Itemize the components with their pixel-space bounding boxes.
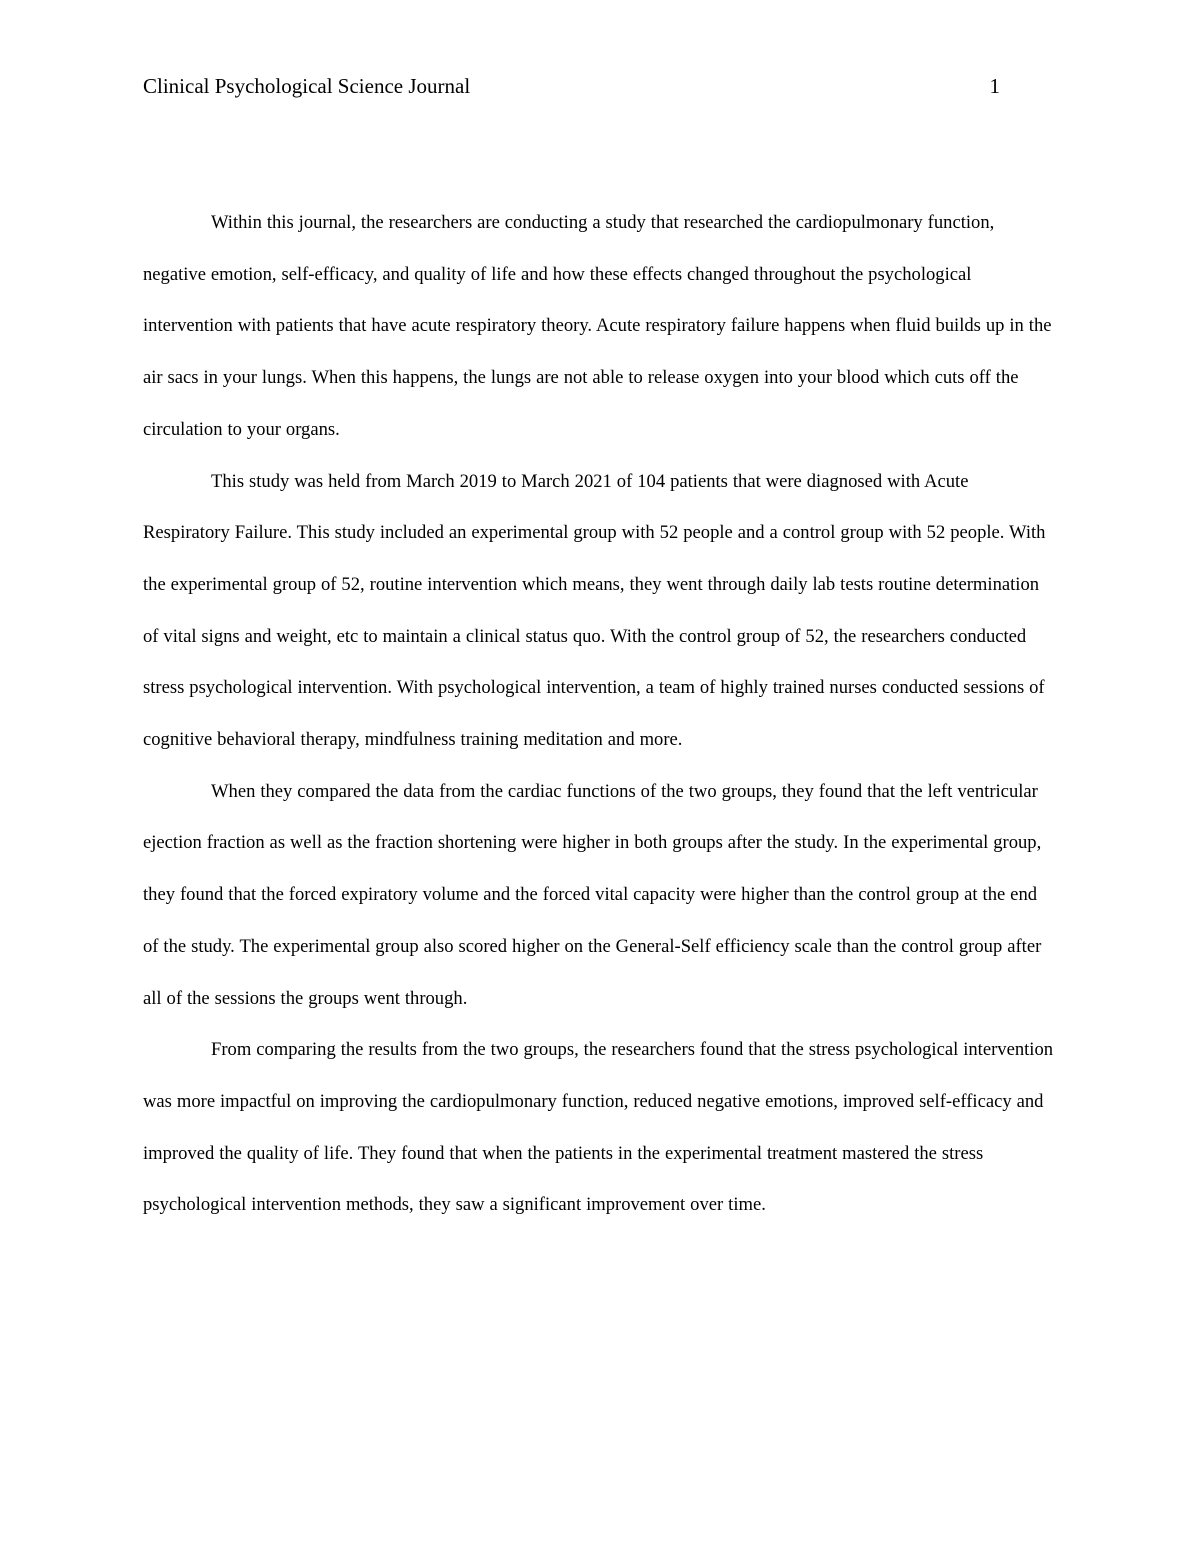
running-head: Clinical Psychological Science Journal <box>143 74 471 98</box>
paragraph-3: When they compared the data from the cardiac functions of the two groups, they found that the left ventricular ejection fraction as well as the fraction shortening were higher in both groups after the study. In the experimental group, they found that the forced expiratory volume and the forced vital capacity were higher than the control group at the end of the study. The experimental group also scored higher on the General-Self efficiency scale than the control group after all of the sessions the groups went through. <box>143 780 1042 1009</box>
paragraph-4: From comparing the results from the two groups, the researchers found that the stress psychological intervention was more impactful on improving the cardiopulmonary function, reduced negative emotions, improved self-efficacy and improved the quality of life. They found that when the patients in the experimental treatment mastered the stress psychological intervention methods, they saw a significant improvement over time. <box>143 1039 1054 1216</box>
document-body <box>143 197 1057 1231</box>
page-number: 1 <box>989 74 1000 98</box>
paragraph-2: This study was held from March 2019 to March 2021 of 104 patients that were diagnosed with Acute Respiratory Failure. This study included an experimental group with 52 people and a control group with 52 people. With the experimental group of 52, routine intervention which means, they went through daily lab tests routine determination of vital signs and weight, etc to maintain a clinical status quo. With the control group of 52, the researchers conducted stress psychological intervention. With psychological intervention, a team of highly trained nurses conducted sessions of cognitive behavioral therapy, mindfulness training meditation and more. <box>143 470 1046 751</box>
paragraph-1: Within this journal, the researchers are conducting a study that researched the cardiopulmonary function, negative emotion, self-efficacy, and quality of life and how these effects changed throughout the psychological intervention with patients that have acute respiratory theory. Acute respiratory failure happens when fluid builds up in the air sacs in your lungs. When this happens, the lungs are not able to release oxygen into your blood which cuts off the circulation to your organs. <box>143 212 1052 440</box>
